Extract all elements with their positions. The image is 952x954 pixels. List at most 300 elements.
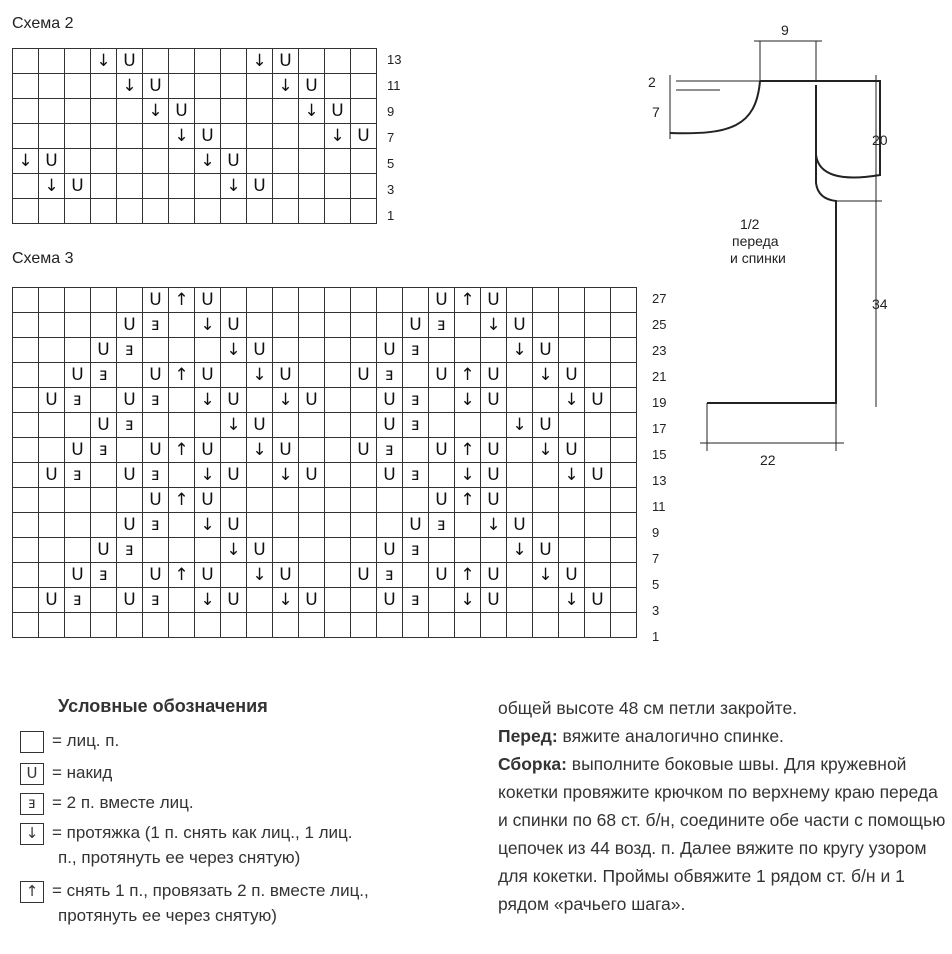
- yarn-over-icon: U: [20, 763, 44, 785]
- chart-cell: [611, 313, 637, 338]
- chart-cell: [533, 388, 559, 413]
- chart-cell: ↑: [455, 488, 481, 513]
- row-number: 11: [387, 78, 401, 93]
- chart-cell: [13, 563, 39, 588]
- chart-cell: [377, 288, 403, 313]
- chart-cell: ↓: [455, 588, 481, 613]
- chart-cell: U: [247, 338, 273, 363]
- chart-cell: U: [481, 438, 507, 463]
- chart-cell: [247, 149, 273, 174]
- chart-cell: ↓: [299, 99, 325, 124]
- chart-cell: [325, 313, 351, 338]
- chart-cell: U: [351, 124, 377, 149]
- chart-cell: U: [143, 563, 169, 588]
- chart-row: [13, 513, 637, 538]
- chart-cell: ↓: [533, 563, 559, 588]
- chart-cell: [39, 538, 65, 563]
- chart-cell: U: [273, 438, 299, 463]
- chart-cell: ↓: [13, 149, 39, 174]
- chart-cell: [91, 488, 117, 513]
- chart-cell: [585, 338, 611, 363]
- chart-cell: [65, 149, 91, 174]
- chart-cell: U: [39, 388, 65, 413]
- chart-cell: [221, 488, 247, 513]
- legend-item-yarn-over: U = накид: [20, 762, 112, 785]
- chart-row: [13, 313, 637, 338]
- chart-cell: [351, 513, 377, 538]
- chart-cell: ⱻ: [377, 438, 403, 463]
- chart-cell: [65, 49, 91, 74]
- chart-cell: [299, 363, 325, 388]
- chart-cell: [325, 363, 351, 388]
- chart-cell: [273, 313, 299, 338]
- chart-cell: [65, 124, 91, 149]
- chart-cell: U: [143, 288, 169, 313]
- chart-cell: ⱻ: [65, 588, 91, 613]
- chart-cell: [325, 463, 351, 488]
- chart-row: [13, 338, 637, 363]
- chart-cell: ↓: [195, 388, 221, 413]
- chart-cell: U: [299, 588, 325, 613]
- chart-cell: U: [195, 288, 221, 313]
- chart-cell: [299, 149, 325, 174]
- chart-cell: [325, 613, 351, 638]
- chart-cell: [325, 149, 351, 174]
- chart-cell: [585, 538, 611, 563]
- chart-cell: U: [585, 588, 611, 613]
- chart-cell: [39, 613, 65, 638]
- chart-cell: [325, 513, 351, 538]
- chart-cell: [39, 488, 65, 513]
- chart-cell: [221, 99, 247, 124]
- chart-cell: ↓: [559, 463, 585, 488]
- chart-cell: ↑: [455, 288, 481, 313]
- chart-cell: U: [429, 288, 455, 313]
- chart-row: [13, 363, 637, 388]
- arrow-down-icon: ↓: [20, 823, 44, 845]
- chart-cell: [299, 563, 325, 588]
- chart-cell: [325, 413, 351, 438]
- chart-cell: [507, 288, 533, 313]
- chart-cell: [377, 613, 403, 638]
- chart-cell: [91, 388, 117, 413]
- chart-row: [13, 388, 637, 413]
- chart-cell: ↓: [273, 388, 299, 413]
- chart-cell: [325, 338, 351, 363]
- chart-cell: ↓: [455, 388, 481, 413]
- chart-cell: [533, 313, 559, 338]
- chart-cell: U: [325, 99, 351, 124]
- chart-row: [13, 438, 637, 463]
- chart-cell: [13, 463, 39, 488]
- chart-cell: [13, 513, 39, 538]
- chart-cell: U: [143, 363, 169, 388]
- chart-cell: [533, 588, 559, 613]
- chart-cell: [39, 124, 65, 149]
- chart-cell: [13, 174, 39, 199]
- chart-cell: [195, 74, 221, 99]
- chart-cell: [221, 613, 247, 638]
- chart-cell: [117, 149, 143, 174]
- chart-cell: [169, 463, 195, 488]
- chart-cell: [585, 563, 611, 588]
- chart-cell: [351, 288, 377, 313]
- chart-cell: ↓: [143, 99, 169, 124]
- diagram-label-3: и спинки: [730, 250, 786, 266]
- chart-cell: [117, 174, 143, 199]
- chart-cell: [247, 99, 273, 124]
- chart-cell: U: [403, 513, 429, 538]
- chart-cell: [533, 463, 559, 488]
- chart-cell: U: [533, 538, 559, 563]
- chart-row: [13, 488, 637, 513]
- chart-cell: [13, 74, 39, 99]
- chart-cell: [299, 613, 325, 638]
- chart-cell: [247, 488, 273, 513]
- chart-cell: ↓: [507, 413, 533, 438]
- chart-cell: [377, 488, 403, 513]
- chart-cell: [39, 313, 65, 338]
- chart-cell: [507, 488, 533, 513]
- chart-cell: U: [429, 488, 455, 513]
- chart-cell: [117, 199, 143, 224]
- chart-cell: [351, 488, 377, 513]
- chart-cell: [65, 288, 91, 313]
- chart-cell: [221, 363, 247, 388]
- chart-cell: [143, 49, 169, 74]
- chart-cell: ⱻ: [143, 463, 169, 488]
- scheme3-title: Схема 3: [12, 250, 74, 267]
- chart-cell: U: [481, 488, 507, 513]
- chart-cell: [273, 99, 299, 124]
- chart-cell: U: [221, 388, 247, 413]
- chart-cell: [247, 588, 273, 613]
- chart-cell: [325, 174, 351, 199]
- chart-cell: [325, 488, 351, 513]
- chart-cell: [429, 388, 455, 413]
- chart-cell: ↓: [481, 313, 507, 338]
- chart-cell: U: [195, 363, 221, 388]
- chart-cell: U: [481, 588, 507, 613]
- chart-cell: [429, 463, 455, 488]
- chart-cell: [351, 174, 377, 199]
- chart-cell: U: [377, 413, 403, 438]
- chart-cell: [325, 74, 351, 99]
- chart-cell: ⱻ: [117, 338, 143, 363]
- chart-cell: U: [481, 388, 507, 413]
- legend-item-k2tog: ⱻ = 2 п. вместе лиц.: [20, 792, 194, 815]
- chart-cell: [169, 413, 195, 438]
- diagram-label-2: переда: [732, 233, 779, 249]
- chart-cell: [91, 174, 117, 199]
- chart-cell: ⱻ: [117, 538, 143, 563]
- chart-cell: [247, 199, 273, 224]
- chart-cell: [247, 613, 273, 638]
- chart-cell: [13, 588, 39, 613]
- chart-cell: ↓: [195, 463, 221, 488]
- chart-row: [13, 588, 637, 613]
- row-number: 27: [652, 291, 667, 306]
- chart-cell: [559, 613, 585, 638]
- chart-cell: [39, 563, 65, 588]
- chart-cell: ⱻ: [143, 388, 169, 413]
- chart-cell: [195, 413, 221, 438]
- instructions-text: [498, 694, 948, 918]
- chart-cell: ↓: [455, 463, 481, 488]
- chart-cell: [455, 313, 481, 338]
- chart-cell: [13, 288, 39, 313]
- chart-cell: [91, 313, 117, 338]
- chart-row: [13, 174, 377, 199]
- chart-cell: ↓: [247, 363, 273, 388]
- chart-cell: ↓: [195, 149, 221, 174]
- chart-cell: [429, 538, 455, 563]
- chart-cell: U: [533, 338, 559, 363]
- chart-row: [13, 563, 637, 588]
- chart-cell: ↓: [273, 74, 299, 99]
- chart-cell: [299, 288, 325, 313]
- row-number: 5: [652, 577, 660, 592]
- chart-cell: U: [377, 463, 403, 488]
- chart-cell: [65, 513, 91, 538]
- chart-cell: [65, 613, 91, 638]
- chart-cell: [507, 463, 533, 488]
- chart-cell: [221, 49, 247, 74]
- chart-cell: [611, 563, 637, 588]
- chart-cell: U: [481, 463, 507, 488]
- chart-cell: ↓: [247, 49, 273, 74]
- chart-cell: [351, 588, 377, 613]
- chart-cell: U: [273, 363, 299, 388]
- chart-cell: U: [143, 438, 169, 463]
- chart-cell: ↓: [169, 124, 195, 149]
- chart-cell: U: [39, 463, 65, 488]
- legend-item-skp: ↓ = протяжка (1 п. снять как лиц., 1 лиц.: [20, 822, 353, 845]
- chart-cell: ↓: [507, 538, 533, 563]
- chart-cell: U: [481, 288, 507, 313]
- chart-cell: U: [247, 538, 273, 563]
- chart-cell: [351, 463, 377, 488]
- chart-cell: U: [143, 74, 169, 99]
- chart-cell: [533, 288, 559, 313]
- chart-cell: [585, 413, 611, 438]
- chart-cell: [351, 388, 377, 413]
- chart-cell: [169, 338, 195, 363]
- chart-cell: [221, 288, 247, 313]
- chart-cell: U: [195, 488, 221, 513]
- row-number: 21: [652, 369, 667, 384]
- chart-cell: [169, 49, 195, 74]
- chart-cell: [169, 613, 195, 638]
- chart-cell: U: [221, 313, 247, 338]
- legend-item-skp-cont: п., протянуть ее через снятую): [58, 848, 301, 867]
- row-number: 9: [652, 525, 660, 540]
- chart-cell: [299, 413, 325, 438]
- chart-cell: ↓: [195, 588, 221, 613]
- chart-cell: U: [299, 74, 325, 99]
- chart-cell: ⱻ: [429, 513, 455, 538]
- row-number: 11: [652, 499, 666, 514]
- chart-cell: ↓: [533, 438, 559, 463]
- chart-cell: [39, 288, 65, 313]
- arrow-up-icon: ↑: [20, 881, 44, 903]
- chart-cell: U: [585, 463, 611, 488]
- chart-cell: [559, 538, 585, 563]
- chart-cell: U: [65, 174, 91, 199]
- chart-cell: U: [91, 413, 117, 438]
- chart-cell: U: [351, 438, 377, 463]
- chart-cell: [91, 199, 117, 224]
- chart-cell: ↑: [169, 363, 195, 388]
- knit-stitch-icon: [20, 731, 44, 753]
- chart-row: [13, 413, 637, 438]
- chart-cell: [429, 613, 455, 638]
- chart-cell: U: [221, 149, 247, 174]
- chart-cell: U: [39, 149, 65, 174]
- chart-cell: [39, 199, 65, 224]
- chart-cell: [91, 513, 117, 538]
- chart-cell: ↓: [221, 174, 247, 199]
- chart-cell: [65, 538, 91, 563]
- chart-row: [13, 49, 377, 74]
- chart-cell: U: [117, 463, 143, 488]
- chart-cell: [39, 338, 65, 363]
- chart-cell: ↓: [39, 174, 65, 199]
- text-front: Перед: вяжите аналогично спинке.: [498, 726, 784, 746]
- chart-cell: [273, 149, 299, 174]
- chart-cell: U: [195, 438, 221, 463]
- chart-cell: [273, 199, 299, 224]
- chart-cell: ⱻ: [403, 338, 429, 363]
- chart-cell: ↓: [481, 513, 507, 538]
- chart-cell: [13, 613, 39, 638]
- chart-cell: [39, 413, 65, 438]
- chart-cell: [533, 488, 559, 513]
- chart-cell: [325, 388, 351, 413]
- chart-cell: [221, 438, 247, 463]
- chart-cell: [273, 288, 299, 313]
- chart-cell: U: [91, 538, 117, 563]
- chart-cell: [195, 338, 221, 363]
- chart-cell: [351, 199, 377, 224]
- chart-cell: [39, 49, 65, 74]
- chart-cell: [611, 438, 637, 463]
- chart-cell: [299, 313, 325, 338]
- chart-cell: [143, 124, 169, 149]
- chart-cell: [117, 363, 143, 388]
- chart-cell: [91, 463, 117, 488]
- chart-row: [13, 99, 377, 124]
- chart-cell: [299, 124, 325, 149]
- chart-cell: U: [117, 313, 143, 338]
- chart-cell: [507, 438, 533, 463]
- chart-cell: [221, 563, 247, 588]
- chart-cell: [611, 413, 637, 438]
- chart-cell: [403, 563, 429, 588]
- chart-cell: [117, 99, 143, 124]
- chart-cell: [247, 74, 273, 99]
- chart-cell: U: [585, 388, 611, 413]
- chart-cell: ↓: [221, 338, 247, 363]
- chart-cell: [247, 313, 273, 338]
- dim-neck-width: 9: [781, 22, 789, 38]
- chart-cell: [351, 49, 377, 74]
- chart-row: [13, 199, 377, 224]
- chart-cell: [221, 199, 247, 224]
- chart-cell: [117, 613, 143, 638]
- chart-cell: [507, 388, 533, 413]
- chart-cell: [377, 513, 403, 538]
- chart-cell: [585, 613, 611, 638]
- chart-cell: U: [273, 563, 299, 588]
- chart-cell: [429, 338, 455, 363]
- chart-cell: [611, 538, 637, 563]
- chart-cell: U: [65, 363, 91, 388]
- chart-cell: [143, 613, 169, 638]
- chart-cell: [481, 413, 507, 438]
- chart-cell: ⱻ: [143, 588, 169, 613]
- chart-cell: [143, 338, 169, 363]
- chart-row: [13, 149, 377, 174]
- chart-row: [13, 538, 637, 563]
- chart-cell: [377, 313, 403, 338]
- chart-cell: [325, 288, 351, 313]
- chart-cell: [481, 613, 507, 638]
- row-number: 9: [387, 104, 395, 119]
- chart-cell: ↓: [325, 124, 351, 149]
- chart-cell: U: [351, 563, 377, 588]
- chart-cell: [299, 49, 325, 74]
- chart-cell: [143, 199, 169, 224]
- chart-cell: [325, 538, 351, 563]
- chart-cell: [13, 363, 39, 388]
- chart-cell: U: [377, 388, 403, 413]
- chart-cell: [143, 149, 169, 174]
- chart-cell: [299, 338, 325, 363]
- chart-cell: [13, 388, 39, 413]
- chart-cell: [533, 513, 559, 538]
- chart-cell: [611, 363, 637, 388]
- chart-cell: ⱻ: [65, 463, 91, 488]
- chart-cell: [117, 438, 143, 463]
- row-number: 25: [652, 317, 667, 332]
- chart-cell: [455, 413, 481, 438]
- chart-cell: [585, 288, 611, 313]
- legend-item-sk2p: ↑ = снять 1 п., провязать 2 п. вместе лиц.,: [20, 880, 369, 903]
- chart-cell: [273, 338, 299, 363]
- chart-row: [13, 463, 637, 488]
- chart-cell: [195, 199, 221, 224]
- chart-cell: [169, 74, 195, 99]
- chart-cell: U: [507, 513, 533, 538]
- chart-cell: U: [39, 588, 65, 613]
- chart-cell: U: [65, 438, 91, 463]
- chart-cell: ↑: [455, 438, 481, 463]
- dim-armhole: 20: [872, 132, 888, 148]
- garment-diagram: [640, 15, 940, 475]
- chart-cell: ↑: [169, 288, 195, 313]
- row-number: 3: [387, 182, 395, 197]
- chart-cell: [559, 288, 585, 313]
- row-number: 7: [387, 130, 395, 145]
- chart-cell: [299, 488, 325, 513]
- chart-cell: U: [221, 513, 247, 538]
- chart-cell: U: [299, 388, 325, 413]
- chart-cell: [13, 538, 39, 563]
- chart-cell: ↓: [247, 563, 273, 588]
- chart-cell: ↑: [169, 438, 195, 463]
- chart-cell: U: [429, 363, 455, 388]
